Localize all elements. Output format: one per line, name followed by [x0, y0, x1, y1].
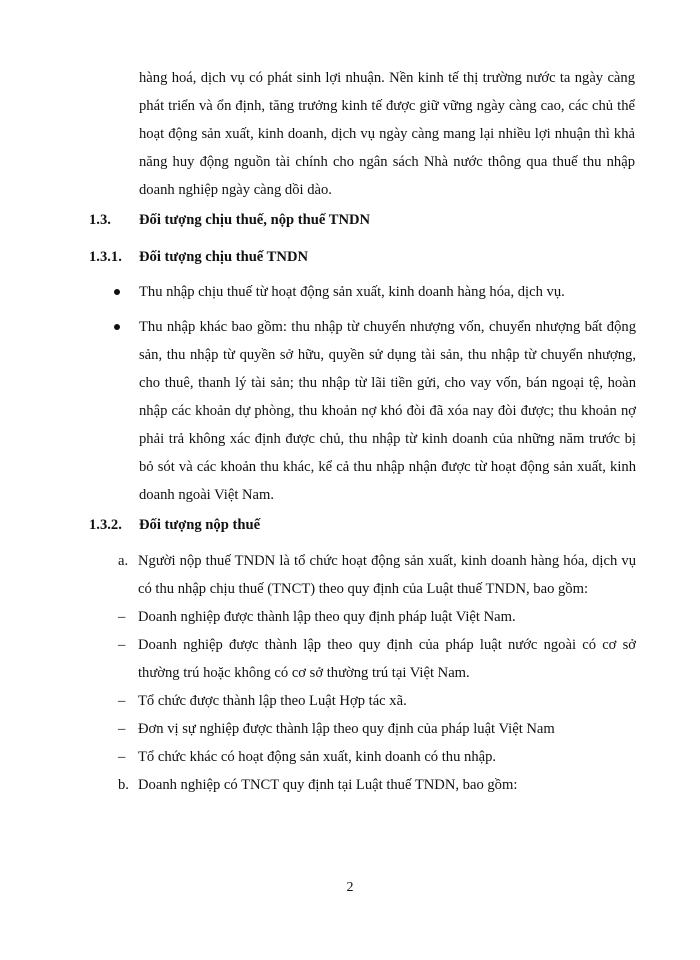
list-marker: b.: [118, 777, 129, 793]
list-marker: a.: [118, 553, 129, 569]
taxable-income-list: [112, 278, 636, 509]
page-number: 2: [346, 880, 354, 895]
list-item: – Tổ chức được thành lập theo Luật Hợp tác xã.: [114, 687, 636, 715]
list-marker: –: [118, 609, 126, 625]
list-item: Thu nhập chịu thuế từ hoạt động sản xuất, kinh doanh hàng hóa, dịch vụ.: [112, 278, 636, 306]
list-item: – Doanh nghiệp được thành lập theo quy định của pháp luật nước ngoài có cơ sở thường trú hoặc không có cơ sở thường trú tại Việt Nam.: [114, 631, 636, 687]
heading-1-3: [89, 212, 589, 232]
heading-1-3-2-number: 1.3.2.: [89, 517, 122, 533]
bullet-icon: [114, 324, 120, 330]
list-item: b. Doanh nghiệp có TNCT quy định tại Luật thuế TNDN, bao gồm:: [114, 771, 636, 799]
list-item: – Doanh nghiệp được thành lập theo quy định pháp luật Việt Nam.: [114, 603, 636, 631]
taxpayer-list: [114, 547, 636, 799]
heading-1-3-1-number: 1.3.1.: [89, 249, 122, 265]
list-marker: –: [118, 721, 126, 737]
heading-1-3-2-title: Đối tượng nộp thuế: [139, 517, 261, 533]
heading-1-3-2: [89, 517, 589, 537]
bullet-icon: [114, 289, 120, 295]
heading-1-3-title: Đối tượng chịu thuế, nộp thuế TNDN: [139, 212, 371, 228]
list-marker: –: [118, 749, 126, 765]
list-marker: –: [118, 693, 126, 709]
list-marker: –: [118, 637, 126, 653]
list-item: – Đơn vị sự nghiệp được thành lập theo quy định của pháp luật Việt Nam: [114, 715, 636, 743]
heading-1-3-number: 1.3.: [89, 212, 111, 228]
list-item: a. Người nộp thuế TNDN là tổ chức hoạt động sản xuất, kinh doanh hàng hóa, dịch vụ có thu nhập chịu thuế (TNCT) theo quy định của Luật thuế TNDN, bao gồm:: [114, 547, 636, 603]
list-item: – Tổ chức khác có hoạt động sản xuất, kinh doanh có thu nhập.: [114, 743, 636, 771]
intro-paragraph: hàng hoá, dịch vụ có phát sinh lợi nhuận. Nền kinh tế thị trường nước ta ngày càng phát triển và ổn định, tăng trưởng kinh tế được giữ vững ngày càng cao, các chủ thể hoạt động sản xuất, kinh doanh, dịch vụ ngày càng mang lại nhiều lợi nhuận thì khả năng huy động nguồn tài chính cho ngân sách Nhà nước thông qua thuế thu nhập doanh nghiệp ngày càng dồi dào.: [139, 70, 635, 198]
heading-1-3-1-title: Đối tượng chịu thuế TNDN: [139, 249, 309, 265]
heading-1-3-1: [89, 249, 589, 269]
list-item: Thu nhập khác bao gồm: thu nhập từ chuyển nhượng vốn, chuyển nhượng bất động sản, thu nhập từ quyền sở hữu, quyền sử dụng tài sản, thu nhập từ chuyển nhượng, cho thuê, thanh lý tài sản; thu nhập từ lãi tiền gửi, cho vay vốn, bán ngoại tệ, hoàn nhập các khoản dự phòng, thu khoản nợ khó đòi đã xóa nay đòi được; thu khoản nợ phải trả không xác định được chủ, thu nhập từ kinh doanh của những năm trước bị bỏ sót và các khoản thu khác, kể cả thu nhập nhận được từ hoạt động sản xuất, kinh doanh ngoài Việt Nam.: [112, 313, 636, 509]
